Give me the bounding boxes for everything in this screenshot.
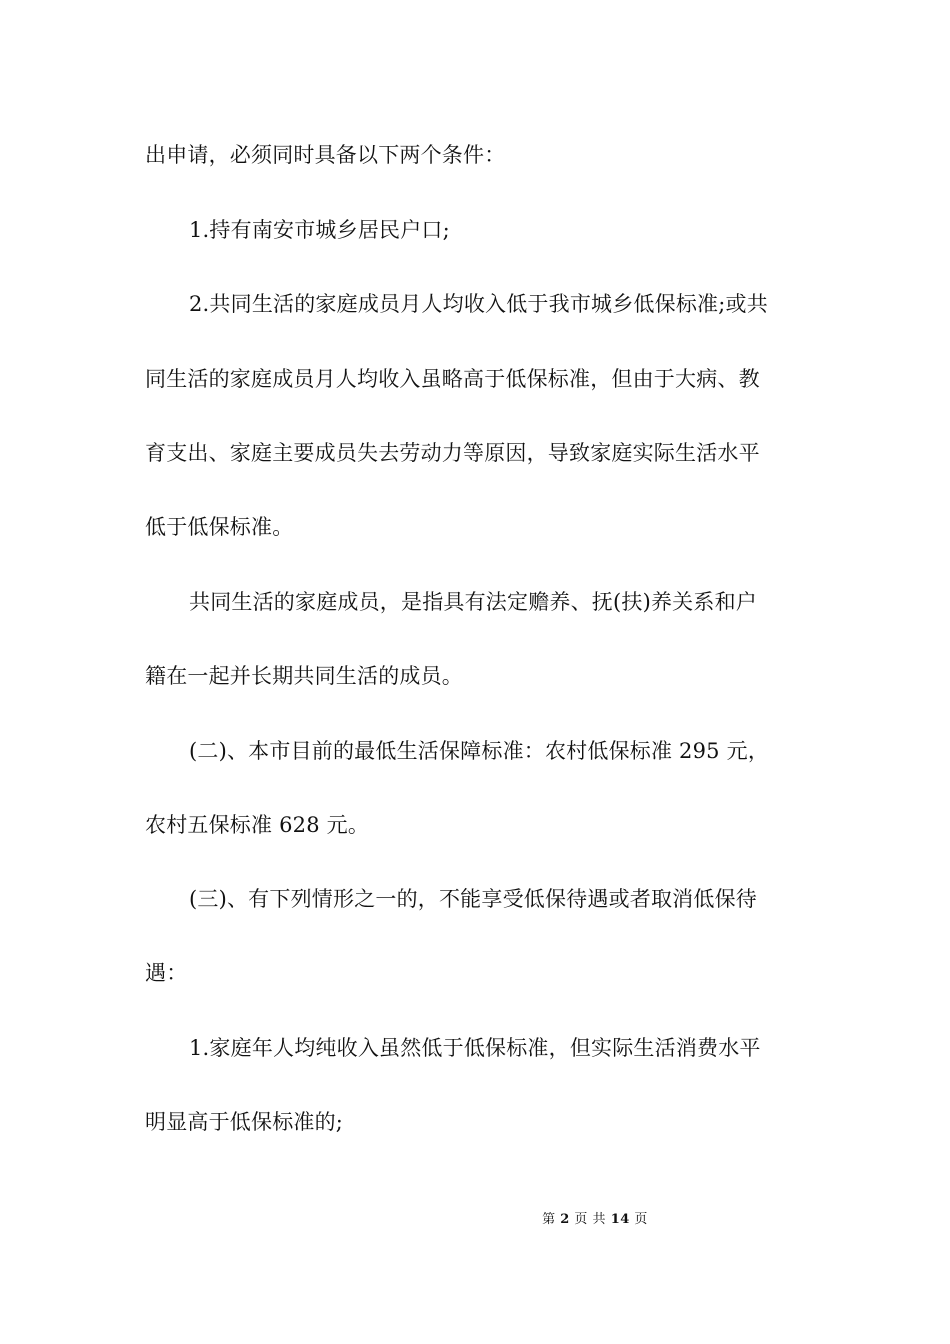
text-line: 出申请，必须同时具备以下两个条件： bbox=[145, 143, 506, 167]
footer-total-pages: 14 bbox=[610, 1212, 630, 1227]
text-line: 2.共同生活的家庭成员月人均收入低于我市城乡低保标准;或共 bbox=[189, 292, 768, 316]
text-line: 共同生活的家庭成员，是指具有法定赡养、抚(扶)养关系和户 bbox=[189, 590, 757, 614]
footer-suffix: 页 bbox=[634, 1212, 648, 1227]
text-line: 育支出、家庭主要成员失去劳动力等原因，导致家庭实际生活水平 bbox=[145, 441, 760, 465]
text-line: (三)、有下列情形之一的，不能享受低保待遇或者取消低保待 bbox=[189, 887, 757, 911]
footer-prefix: 第 bbox=[542, 1212, 556, 1227]
text-line: 明显高于低保标准的; bbox=[145, 1110, 344, 1134]
text-line: 低于低保标准。 bbox=[145, 515, 294, 539]
text-line: 遇： bbox=[145, 961, 188, 985]
page-footer bbox=[0, 1208, 950, 1227]
text-line: 1.持有南安市城乡居民户口; bbox=[189, 218, 450, 242]
text-line: 籍在一起并长期共同生活的成员。 bbox=[145, 664, 463, 688]
footer-middle: 页 共 bbox=[574, 1212, 607, 1227]
text-line: 1.家庭年人均纯收入虽然低于低保标准，但实际生活消费水平 bbox=[189, 1036, 761, 1060]
footer-page-number: 2 bbox=[560, 1212, 570, 1227]
text-line: 同生活的家庭成员月人均收入虽略高于低保标准，但由于大病、教 bbox=[145, 367, 760, 391]
text-line: (二)、本市目前的最低生活保障标准：农村低保标准 295 元， bbox=[189, 739, 770, 763]
text-line: 农村五保标准 628 元。 bbox=[145, 813, 370, 837]
